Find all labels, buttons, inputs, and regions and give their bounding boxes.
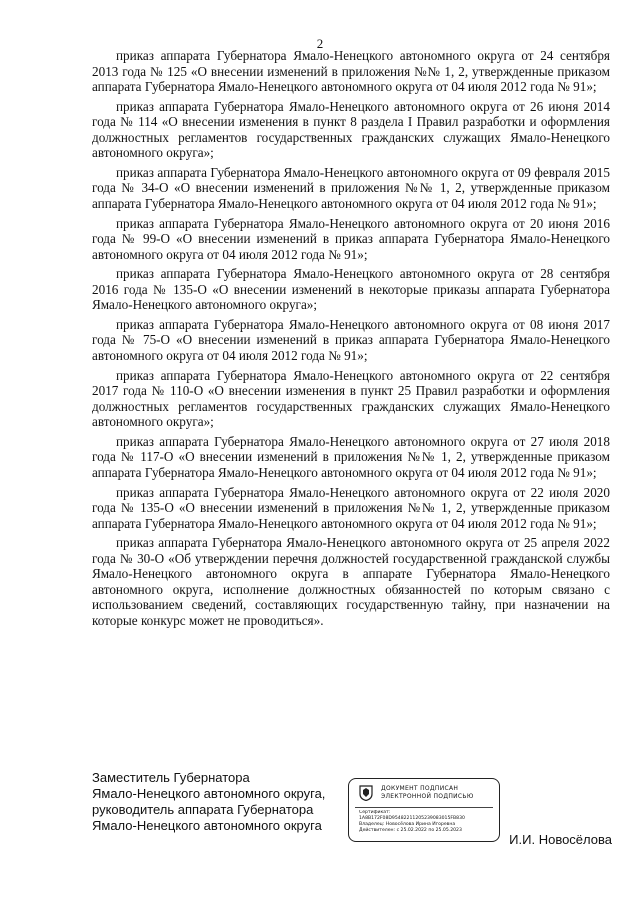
stamp-divider bbox=[355, 807, 493, 808]
list-item: приказ аппарата Губернатора Ямало-Ненецкого автономного округа от 24 сентября 2013 года № 125 «О внесении изменений в приложения №№ 1, 2, утвержденные приказом аппарата Губернатора Ямало-Ненецкого автономного округа от 04 июля 2012 года № 91»; bbox=[92, 48, 610, 94]
list-item: приказ аппарата Губернатора Ямало-Ненецкого автономного округа от 22 июля 2020 года № 135-О «О внесении изменений в приложения №№ 1, 2, утвержденные приказом аппарата Губернатора Ямало-Ненецкого автономного округа от 04 июля 2012 года № 91»; bbox=[92, 484, 610, 531]
list-item: приказ аппарата Губернатора Ямало-Ненецкого автономного округа от 27 июля 2018 года № 117-О «О внесении изменений в приложения №№ 1, 2, утвержденные приказом аппарата Губернатора Ямало-Ненецкого автономного округа от 04 июля 2012 года № 91»; bbox=[92, 433, 610, 480]
stamp-heading-line: ЭЛЕКТРОННОЙ ПОДПИСЬЮ bbox=[381, 793, 474, 800]
list-item: приказ аппарата Губернатора Ямало-Ненецкого автономного округа от 08 июня 2017 года № 75-О «О внесении изменений в приказ аппарата Губернатора Ямало-Ненецкого автономного округа от 04 июля 2012 года № 91»; bbox=[92, 316, 610, 363]
page-number: 2 bbox=[316, 36, 324, 51]
signer-name: И.И. Новосёлова bbox=[509, 832, 612, 847]
list-item: приказ аппарата Губернатора Ямало-Ненецкого автономного округа от 22 сентября 2017 года № 110-О «О внесении изменения в пункт 25 Правил разработки и оформления должностных регламентов государственных гражданских служащих Ямало-Ненецкого автономного округа»; bbox=[92, 367, 610, 430]
coat-of-arms-icon bbox=[359, 785, 373, 801]
list-item: приказ аппарата Губернатора Ямало-Ненецкого автономного округа от 26 июня 2014 года № 114 «О внесении изменения в пункт 8 раздела I Правил разработки и оформления должностных регламентов государственных гражданских служащих Ямало-Ненецкого автономного округа»; bbox=[92, 98, 610, 161]
stamp-detail-line: Сертификат: bbox=[359, 810, 391, 815]
signer-title-line: Заместитель Губернатора bbox=[92, 770, 250, 785]
signer-title-line: руководитель аппарата Губернатора bbox=[92, 802, 314, 817]
list-item: приказ аппарата Губернатора Ямало-Ненецкого автономного округа от 09 февраля 2015 года № 34-О «О внесении изменений в приложения №№ 1, 2, утвержденные приказом аппарата Губернатора Ямало-Ненецкого автономного округа от 04 июля 2012 года № 91»; bbox=[92, 164, 610, 211]
list-item: приказ аппарата Губернатора Ямало-Ненецкого автономного округа от 25 апреля 2022 года № 30-О «Об утверждении перечня должностей государственной гражданской службы Ямало-Ненецкого автономного округа в аппарате Губернатора Ямало-Ненецкого автономного округа, исполнение должностных обязанностей по которым связано с использованием сведений, составляющих государственную тайну, при назначении на которые конкурс может не проводиться». bbox=[92, 535, 610, 628]
stamp-heading bbox=[381, 785, 474, 801]
signer-title-line: Ямало-Ненецкого автономного округа, bbox=[92, 786, 326, 801]
signer-title-line: Ямало-Ненецкого автономного округа bbox=[92, 818, 322, 833]
order-list bbox=[92, 48, 610, 632]
signature-block bbox=[92, 770, 612, 850]
stamp-detail-line: 1A8B172F08D95482211205239083015FB830 bbox=[359, 816, 465, 821]
list-item: приказ аппарата Губернатора Ямало-Ненецкого автономного округа от 20 июня 2016 года № 99-О «О внесении изменений в приказ аппарата Губернатора Ямало-Ненецкого автономного округа от 04 июля 2012 года № 91»; bbox=[92, 215, 610, 262]
electronic-signature-stamp bbox=[348, 778, 500, 842]
stamp-heading-line: ДОКУМЕНТ ПОДПИСАН bbox=[381, 785, 459, 792]
stamp-detail-line: Владелец: Новосёлова Ирина Игоревна bbox=[359, 822, 456, 827]
stamp-details bbox=[359, 810, 493, 834]
stamp-detail-line: Действителен: с 25.02.2022 по 25.05.2023 bbox=[359, 828, 462, 833]
list-item: приказ аппарата Губернатора Ямало-Ненецкого автономного округа от 28 сентября 2016 года № 135-О «О внесении изменений в некоторые приказы аппарата Губернатора Ямало-Ненецкого автономного округа»; bbox=[92, 266, 610, 313]
